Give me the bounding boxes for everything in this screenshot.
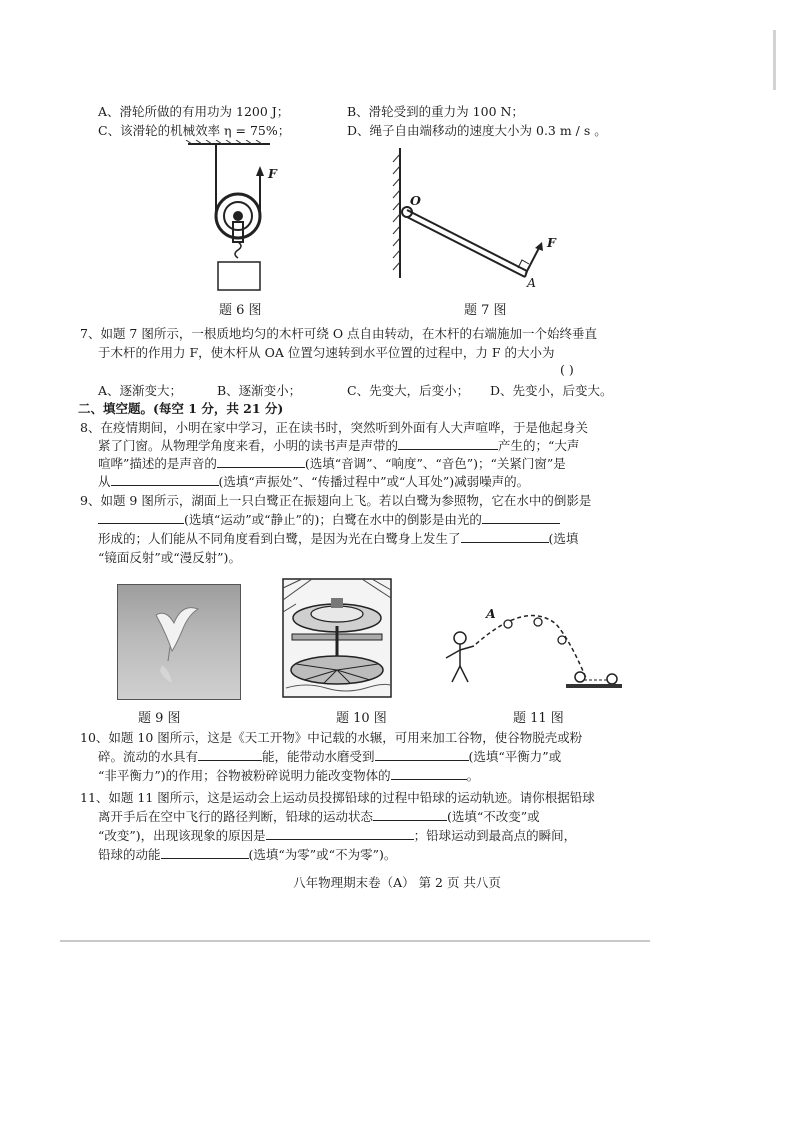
egret-photo bbox=[117, 584, 241, 700]
answer-blank[interactable] bbox=[217, 455, 305, 468]
answer-blank[interactable] bbox=[111, 473, 219, 486]
q11-line-1: 11、如题 11 图所示，这是运动会上运动员投掷铅球的过程中铅球的运动轨迹。请你根据铅球 bbox=[80, 790, 595, 805]
q9-line-1: 9、如题 9 图所示，湖面上一只白鹭正在振翅向上飞。若以白鹭为参照物，它在水中的倒影是 bbox=[80, 493, 592, 508]
q9-line-4: “镜面反射”或“漫反射”)。 bbox=[98, 550, 241, 565]
q7-line-1: 7、如题 7 图所示，一根质地均匀的木杆可绕 O 点自由转动，在木杆的右端施加一个始终垂直 bbox=[80, 326, 598, 341]
fig7-force-label: F bbox=[547, 235, 556, 250]
q7-answer-bracket: ( ) bbox=[560, 362, 574, 377]
q6-option-b: B、滑轮受到的重力为 100 N； bbox=[347, 104, 524, 119]
answer-blank[interactable] bbox=[161, 846, 249, 859]
q10-line-2: 碎。流动的水具有 能，能带动水磨受到 (选填“平衡力”或 bbox=[98, 749, 562, 764]
shot-put-figure bbox=[440, 600, 640, 695]
q9-line-2: (选填“运动”或“静止”的)；白鹭在水中的倒影是由光的 bbox=[98, 511, 560, 529]
fig6-caption: 题 6 图 bbox=[219, 303, 262, 318]
fig11-caption: 题 11 图 bbox=[513, 711, 564, 726]
q11-line-4: 铅球的动能 (选填“为零”或“不为零”)。 bbox=[98, 847, 397, 862]
answer-blank[interactable] bbox=[198, 748, 262, 761]
q8-line-1: 8、在疫情期间，小明在家中学习，正在读书时，突然听到外面有人大声喧哗，于是他起身关 bbox=[80, 420, 588, 435]
answer-blank[interactable] bbox=[373, 808, 447, 821]
egret-bird-image bbox=[118, 585, 240, 699]
q6-option-a: A、滑轮所做的有用功为 1200 J； bbox=[98, 104, 290, 119]
fig11-point-label: A bbox=[486, 606, 496, 621]
q9-line-3: 形成的；人们能从不同角度看到白鹭，是因为光在白鹭身上发生了 (选填 bbox=[98, 531, 579, 546]
answer-blank[interactable] bbox=[375, 748, 469, 761]
answer-blank[interactable] bbox=[98, 511, 184, 524]
q7-option-b: B、逐渐变小； bbox=[217, 383, 302, 398]
scan-shadow-corner bbox=[773, 30, 776, 90]
q8-line-3: 喧哗”描述的是声音的 (选填“音调”、“响度”、“音色”)；“关紧门窗”是 bbox=[98, 456, 566, 471]
fig10-caption: 题 10 图 bbox=[336, 711, 387, 726]
q8-line-4: 从 (选填“声振处”、“传播过程中”或“人耳处”)减弱噪声的。 bbox=[98, 474, 530, 489]
pulley-figure bbox=[180, 140, 290, 300]
fig7-end-label: A bbox=[527, 275, 537, 290]
q7-line-2: 于木杆的作用力 F，使木杆从 OA 位置匀速转到水平位置的过程中，力 F 的大小为 bbox=[98, 345, 555, 360]
lever-figure bbox=[380, 140, 570, 290]
q6-option-d: D、绳子自由端移动的速度大小为 0.3 m / s 。 bbox=[347, 123, 607, 138]
q10-line-3: “非平衡力”)的作用；谷物被粉碎说明力能改变物体的 。 bbox=[98, 768, 480, 783]
fig9-caption: 题 9 图 bbox=[138, 711, 181, 726]
answer-blank[interactable] bbox=[391, 767, 467, 780]
answer-blank[interactable] bbox=[266, 827, 414, 840]
q6-option-c: C、该滑轮的机械效率 η = 75%； bbox=[98, 123, 291, 138]
page-footer: 八年物理期末卷（A） 第 2 页 共八页 bbox=[293, 875, 501, 890]
q11-line-3: “改变”)，出现该现象的原因是 ；铅球运动到最高点的瞬间， bbox=[98, 828, 577, 843]
q10-line-1: 10、如题 10 图所示，这是《天工开物》中记载的水辗，可用来加工谷物，使谷物脱壳或粉 bbox=[80, 730, 583, 745]
water-mill-figure bbox=[282, 578, 392, 698]
answer-blank[interactable] bbox=[482, 511, 560, 524]
q7-option-a: A、逐渐变大； bbox=[98, 383, 183, 398]
q11-line-2: 离开手后在空中飞行的路径判断，铅球的运动状态 (选填“不改变”或 bbox=[98, 809, 540, 824]
answer-blank[interactable] bbox=[461, 530, 549, 543]
section-heading: 二、填空题。(每空 1 分，共 21 分) bbox=[78, 401, 284, 416]
scan-shadow-edge bbox=[60, 940, 650, 942]
q7-option-c: C、先变大，后变小； bbox=[347, 383, 470, 398]
fig6-force-label: F bbox=[268, 166, 277, 181]
q7-option-d: D、先变小，后变大。 bbox=[490, 383, 613, 398]
q8-line-2: 紧了门窗。从物理学角度来看，小明的读书声是声带的 产生的；“大声 bbox=[98, 438, 580, 453]
fig7-pivot-label: O bbox=[410, 193, 421, 208]
answer-blank[interactable] bbox=[398, 437, 498, 450]
fig7-caption: 题 7 图 bbox=[464, 303, 507, 318]
